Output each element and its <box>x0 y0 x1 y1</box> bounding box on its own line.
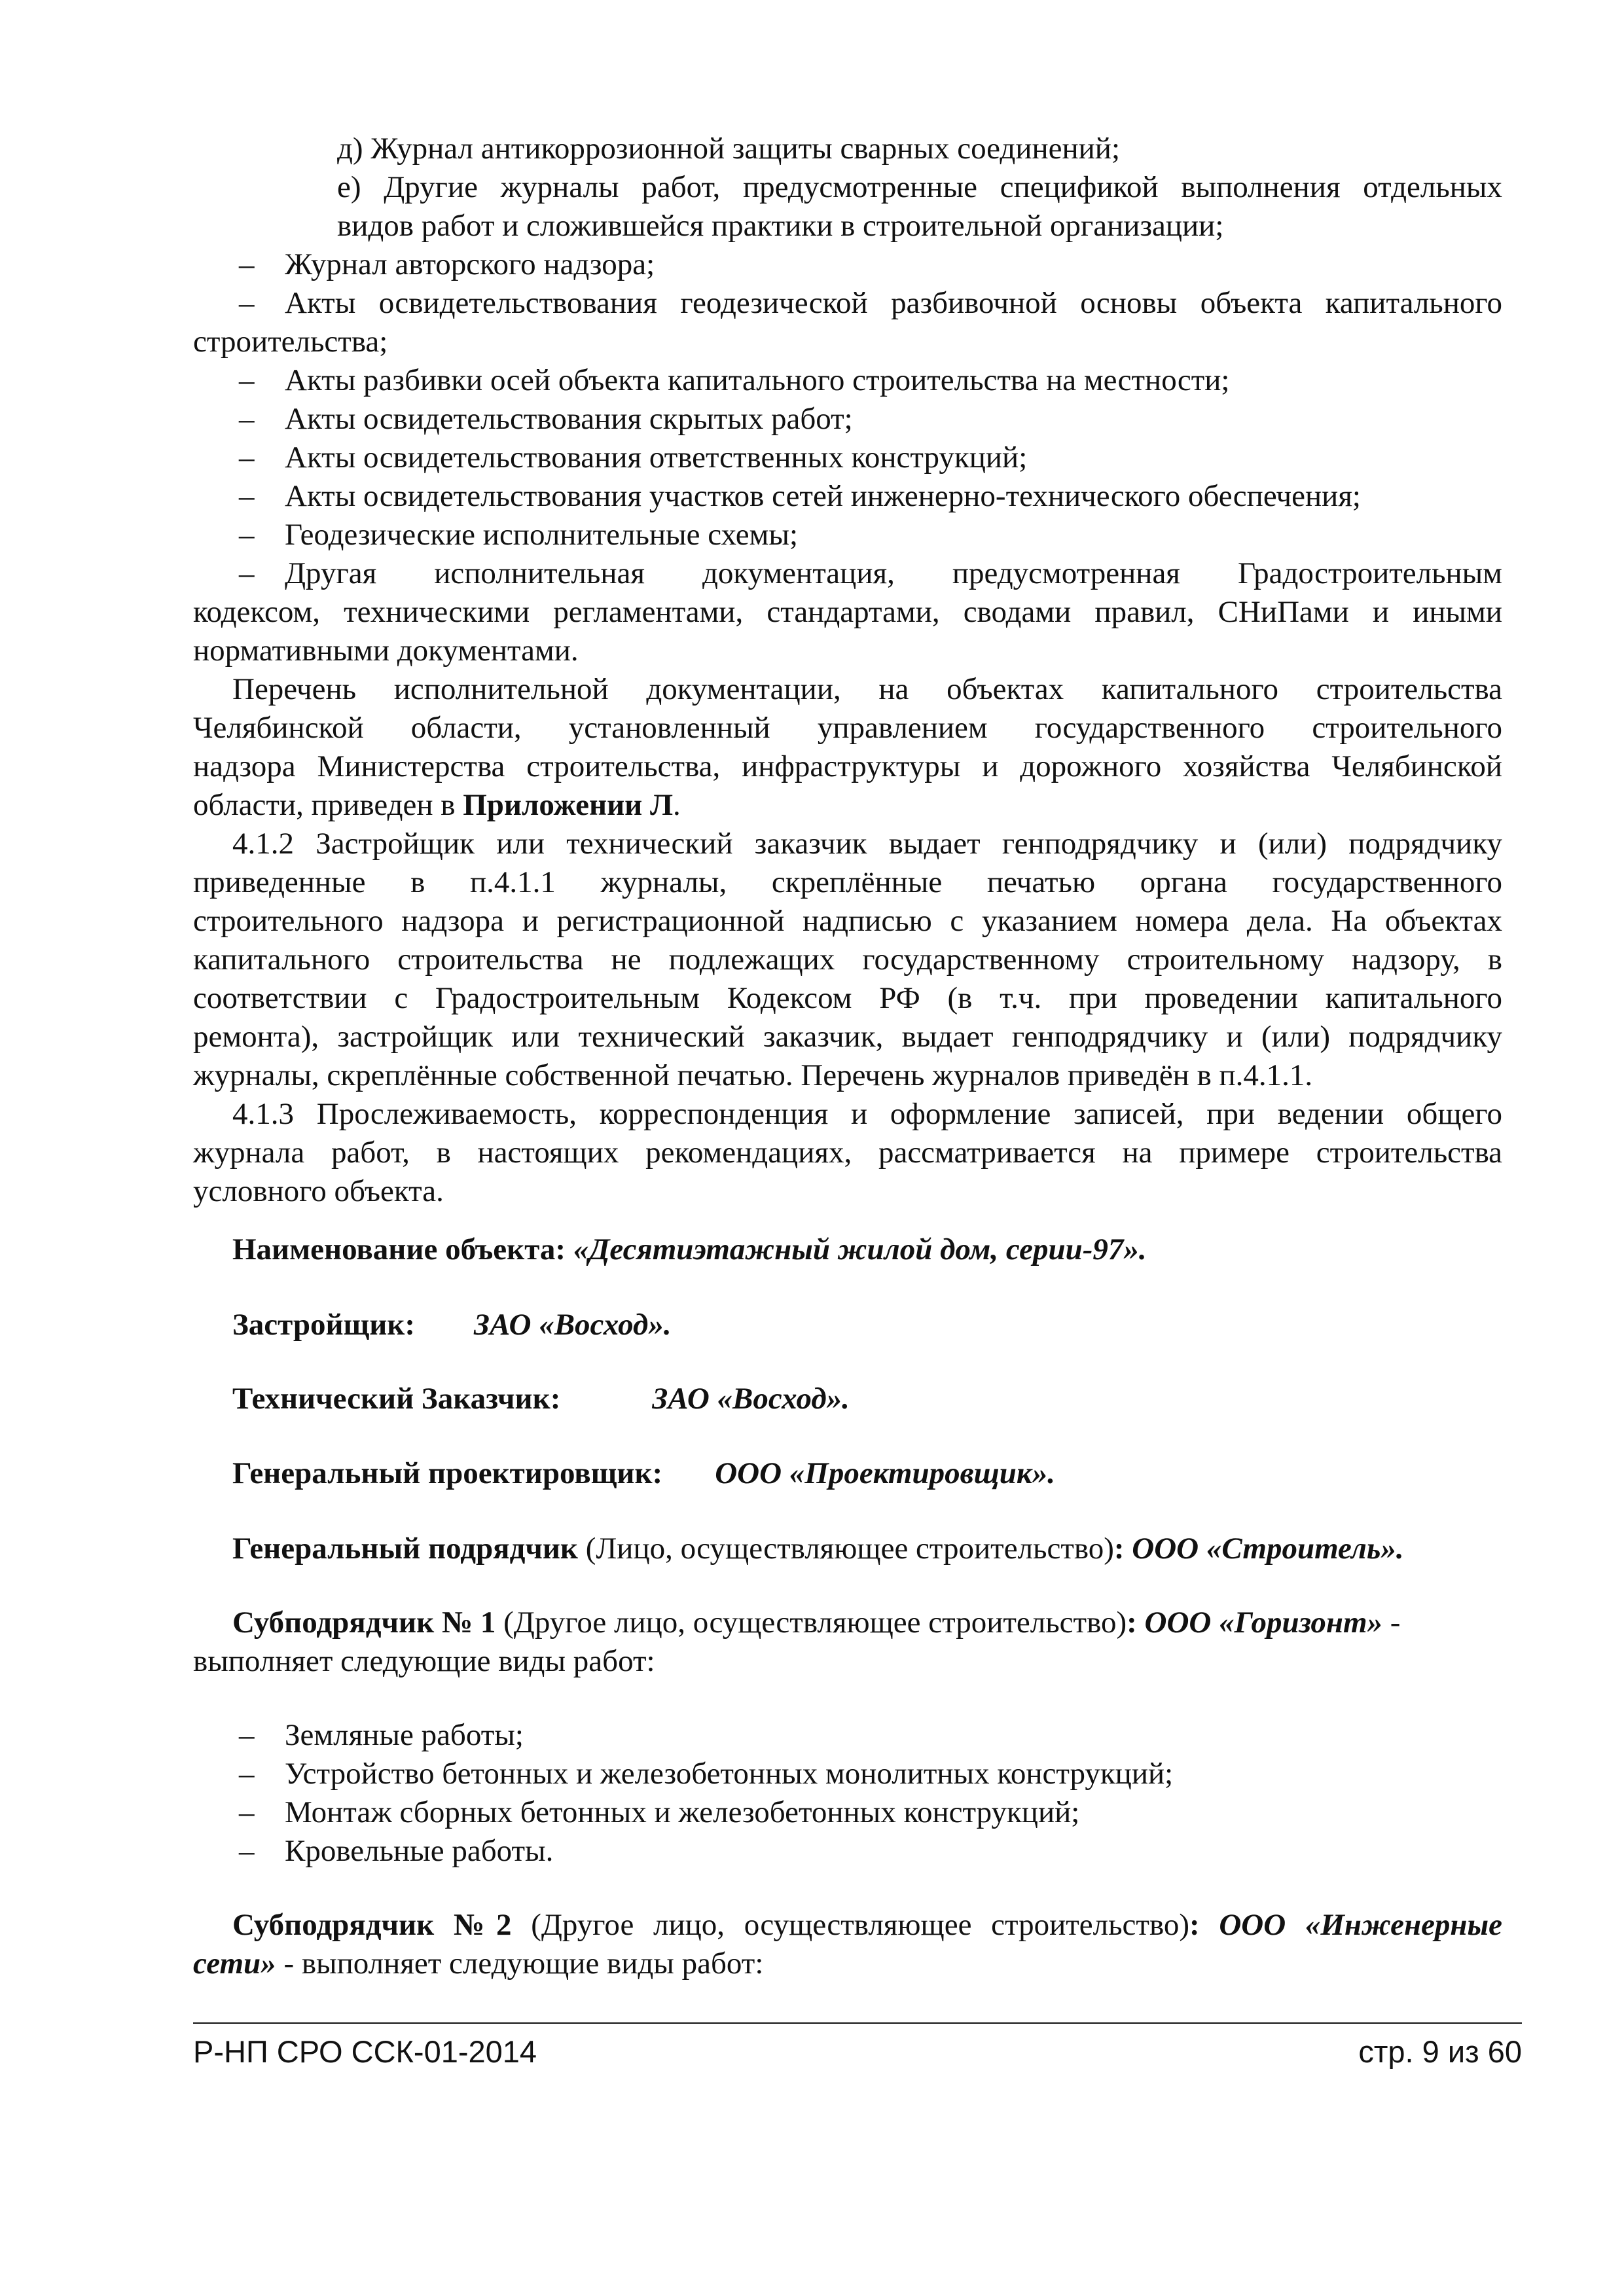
subcontractor-2-line2: сети» - выполняет следующие виды работ: <box>193 1946 764 1981</box>
designer-row <box>232 1454 1542 1492</box>
list-item: – Акты разбивки осей объекта капитального строительства на местности; <box>239 361 1502 399</box>
list-item-continuation: нормативными документами. <box>193 634 579 668</box>
customer-row <box>232 1380 1542 1418</box>
object-name-value: «Десятиэтажный жилой дом, серии-97». <box>573 1232 1147 1266</box>
dash-bullet: – <box>239 556 255 590</box>
section-4-1-2-line: ремонта), застройщик или технический заказчик, выдает генподрядчику и (или) подрядчику <box>193 1020 1502 1054</box>
dash-bullet: – <box>239 440 255 475</box>
list-item: – Акты освидетельствования ответственных конструкций; <box>239 439 1502 476</box>
subcontractor-1-label: Субподрядчик № 1 <box>232 1605 496 1640</box>
list-item-continuation: строительства; <box>193 325 388 359</box>
customer-label: Технический Заказчик: <box>232 1382 561 1416</box>
dash-bullet: – <box>239 363 255 397</box>
section-4-1-3-line: условного объекта. <box>193 1174 444 1208</box>
general-contractor-note: (Лицо, осуществляющее строительство) <box>578 1532 1114 1566</box>
section-4-1-2-line: соответствии с Градостроительным Кодексом РФ (в т.ч. при проведении капитального <box>193 981 1502 1015</box>
subcontractor-2-value: ООО «Инженерные <box>1219 1908 1502 1942</box>
subcontractor-2-label: Субподрядчик №2 <box>232 1908 512 1942</box>
journal-item-e-line1: е) Другие журналы работ, предусмотренные спецификой выполнения отдельных <box>337 170 1502 204</box>
designer-label: Генеральный проектировщик: <box>232 1456 663 1490</box>
customer-value: ЗАО «Восход». <box>652 1382 850 1416</box>
subcontractor-1-row: Субподрядчик № 1 (Другое лицо, осуществляющее строительство): ООО «Горизонт» - <box>232 1605 1401 1640</box>
dash-bullet: – <box>239 479 255 513</box>
list-item-continuation: кодексом, техническими регламентами, стандартами, сводами правил, СНиПами и иными <box>193 595 1502 629</box>
footer-page-number: стр. 9 из 60 <box>1358 2034 1522 2069</box>
appendix-reference: Приложении Л <box>463 788 674 822</box>
paragraph-line: надзора Министерства строительства, инфраструктуры и дорожного хозяйства Челябинской <box>193 749 1502 783</box>
dash-bullet: – <box>239 518 255 552</box>
dash-bullet: – <box>239 1757 255 1791</box>
section-4-1-2-line: строительного надзора и регистрационной надписью с указанием номера дела. На объектах <box>193 904 1502 938</box>
developer-value: ЗАО «Восход». <box>474 1308 672 1342</box>
section-4-1-2-line: 4.1.2 Застройщик или технический заказчик выдает генподрядчику и (или) подрядчику <box>232 827 1502 861</box>
subcontractor-2-note: (Другое лицо, осуществляющее строительство) <box>511 1908 1189 1942</box>
list-item: – Акты освидетельствования геодезической разбивочной основы объекта капитального <box>239 284 1502 322</box>
footer-doc-code: Р-НП СРО ССК-01-2014 <box>193 2034 537 2069</box>
section-4-1-2-line: капитального строительства не подлежащих государственному строительному надзору, в <box>193 942 1502 977</box>
dash-bullet: – <box>239 402 255 436</box>
subcontractor-1-line2: выполняет следующие виды работ: <box>193 1644 655 1678</box>
list-item: – Другая исполнительная документация, предусмотренная Градостроительным <box>239 554 1502 592</box>
dash-bullet: – <box>239 247 255 281</box>
section-4-1-2-line: приведенные в п.4.1.1 журналы, скреплённые печатью органа государственного <box>193 865 1502 899</box>
paragraph-line: Челябинской области, установленный управлением государственного строительного <box>193 711 1502 745</box>
paragraph-line: Перечень исполнительной документации, на объектах капитального строительства <box>232 672 1502 706</box>
work-item: – Кровельные работы. <box>239 1832 1502 1870</box>
object-name-row <box>232 1230 1542 1268</box>
developer-label: Застройщик: <box>232 1308 416 1342</box>
developer-row <box>232 1306 1542 1344</box>
subcontractor-2-row: Субподрядчик №2 (Другое лицо, осуществляющее строительство): ООО «Инженерные <box>232 1908 1502 1942</box>
subcontractor-1-note: (Другое лицо, осуществляющее строительство) <box>496 1605 1127 1640</box>
list-item: – Журнал авторского надзора; <box>239 245 1502 283</box>
list-item: – Акты освидетельствования участков сетей инженерно-технического обеспечения; <box>239 477 1502 515</box>
section-4-1-3-line: 4.1.3 Прослеживаемость, корреспонденция и оформление записей, при ведении общего <box>232 1097 1502 1131</box>
general-contractor-value: ООО «Строитель». <box>1132 1532 1404 1566</box>
journal-item-d: д) Журнал антикоррозионной защиты сварных соединений; <box>337 132 1121 166</box>
dash-bullet: – <box>239 1718 255 1752</box>
work-item: – Земляные работы; <box>239 1716 1502 1754</box>
section-4-1-3-line: журнала работ, в настоящих рекомендациях, рассматривается на примере строительства <box>193 1136 1502 1170</box>
list-item: – Акты освидетельствования скрытых работ; <box>239 400 1502 438</box>
document-page <box>193 0 1522 2296</box>
designer-value: ООО «Проектировщик». <box>715 1456 1055 1490</box>
object-name-label: Наименование объекта: <box>232 1232 573 1266</box>
dash-bullet: – <box>239 286 255 320</box>
work-item: – Устройство бетонных и железобетонных монолитных конструкций; <box>239 1755 1502 1793</box>
dash-bullet: – <box>239 1795 255 1829</box>
section-4-1-2-line: журналы, скреплённые собственной печатью. Перечень журналов приведён в п.4.1.1. <box>193 1058 1313 1092</box>
dash-bullet: – <box>239 1834 255 1868</box>
footer-divider <box>193 2022 1522 2024</box>
journal-item-e-line2: видов работ и сложившейся практики в строительной организации; <box>337 209 1224 243</box>
subcontractor-1-value: ООО «Горизонт» <box>1144 1605 1383 1640</box>
paragraph-line: области, приведен в Приложении Л. <box>193 788 681 822</box>
list-item: – Геодезические исполнительные схемы; <box>239 516 1502 554</box>
work-item: – Монтаж сборных бетонных и железобетонных конструкций; <box>239 1793 1502 1831</box>
general-contractor-label: Генеральный подрядчик <box>232 1532 579 1566</box>
general-contractor-row: Генеральный подрядчик (Лицо, осуществляющее строительство): ООО «Строитель». <box>232 1532 1404 1566</box>
